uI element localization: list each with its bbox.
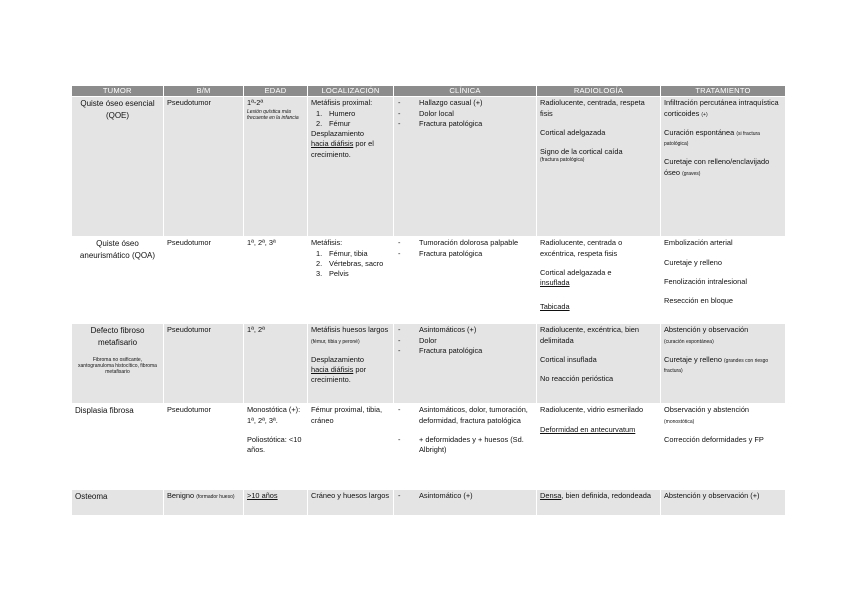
list-item: - Asintomáticos (+) [397,325,533,335]
localizacion-cell: Fémur proximal, tibia, cráneo [308,404,394,490]
list-item: - Asintomático (+) [397,491,533,501]
list-item: 3. Pelvis [316,269,349,279]
list-item: - + deformidades y + huesos (Sd. Albright) [397,435,533,455]
table-row [72,404,786,490]
localizacion-cell [308,324,394,404]
bm-cell: Pseudotumor [164,97,244,237]
trat-line: Embolización arterial [664,238,733,248]
radio-line: Radiolucente, centrada, respeta fisis [540,98,645,118]
radio-line: No reacción perióstica [540,374,614,384]
list-item: 1. Fémur, tibia [316,248,368,258]
header-tratamiento: TRATAMIENTO [661,86,786,97]
tumor-cell [72,324,164,404]
edad-cell: 1ª, 2ª, 3ª [244,237,308,324]
radio-line: Signo de la cortical caída [540,147,623,157]
localizacion-cell: Cráneo y huesos largos [308,490,394,516]
edad-value: Monostótica (+): 1ª, 2ª, 3ª. [247,405,301,425]
localizacion-cell [308,97,394,237]
table-row [72,490,786,516]
loc-list [311,109,390,129]
clinica-cell [394,237,537,324]
trat-line: Infiltración percutánea intraquística corticoides (+) [664,98,779,118]
trat-line: Resección en bloque [664,296,734,306]
trat-line: Observación y abstención (monostótica) [664,405,750,425]
edad-cell: 1ª, 2ª [244,324,308,404]
header-radiologia: RADIOLOGÍA [537,86,661,97]
list-item: 2. Fémur [316,118,351,128]
localizacion-cell [308,237,394,324]
list-item: - Dolor [397,336,533,346]
tratamiento-cell: Abstención y observación (+) [661,490,786,516]
tratamiento-cell [661,97,786,237]
tratamiento-cell [661,324,786,404]
header-tumor: TUMOR [72,86,164,97]
list-item: - Fractura patológica [397,346,533,356]
bm-cell: Pseudotumor [164,404,244,490]
trat-line: Abstención y observación (curación espontánea) [664,325,749,345]
table-row [72,324,786,404]
radiologia-cell [537,237,661,324]
bm-cell: Pseudotumor [164,237,244,324]
radiologia-cell [537,97,661,237]
radio-line: Cortical insuflada [540,354,597,364]
radio-line: Deformidad en antecurvatum [540,424,636,434]
radio-line: Radiolucente, excéntrica, bien delimitada [540,325,640,345]
header-edad: EDAD [244,86,308,97]
bm-cell: Benigno (formador hueso) [164,490,244,516]
bm-cell: Pseudotumor [164,324,244,404]
radio-line: Radiolucente, centrada o excéntrica, respeta fisis [540,238,623,258]
trat-line: Curetaje con relleno/enclavijado óseo (graves) [664,157,770,177]
radio-line: Cortical adelgazada e insuflada [540,267,612,288]
loc-title: Metáfisis: [311,238,343,248]
clinica-cell [394,324,537,404]
tumor-cell: Displasia fibrosa [72,404,164,490]
edad-cell [244,97,308,237]
loc-desplazamiento: Desplazamiento hacia diáfisis por el crecimiento. [311,129,374,159]
tratamiento-cell [661,404,786,490]
radio-line: Tabicada [540,302,570,312]
list-item: - Asintomáticos, dolor, tumoración, deformidad, fractura patológica [397,405,533,425]
edad-cell: >10 años [244,490,308,516]
list-item: - Fractura patológica [397,119,533,129]
clinica-cell [394,404,537,490]
tumor-name: Defecto fibroso metafisario [90,326,145,347]
radiologia-cell [537,324,661,404]
table-row [72,97,786,237]
edad-value: 1ª-2ª [247,98,264,108]
clinica-cell [394,490,537,516]
tumor-table [71,86,786,516]
header-row [72,86,786,97]
tratamiento-cell [661,237,786,324]
edad-value: Poliostótica: <10 años. [247,434,302,455]
list-item: - Fractura patológica [397,249,533,259]
trat-line: Fenolización intralesional [664,276,747,286]
list-item: - Dolor local [397,109,533,119]
header-bm: B/M [164,86,244,97]
trat-line: Curetaje y relleno (grandes con riesgo fractura) [664,354,769,375]
radiologia-cell: Densa, bien definida, redondeada [537,490,661,516]
edad-note: Lesión quística más frecuente en la infancia [247,108,299,121]
tumor-cell: Quiste óseo aneurismático (QOA) [72,237,164,324]
header-localizacion: LOCALIZACIÓN [308,86,394,97]
loc-desplazamiento: Desplazamiento hacia diáfisis por crecimiento. [311,354,367,385]
list-item: 1. Humero [316,108,356,118]
list-item: 2. Vértebras, sacro [316,258,384,268]
radiologia-cell [537,404,661,490]
table-row [72,237,786,324]
radio-note: (fractura patológica) [540,157,585,164]
tumor-cell: Osteoma [72,490,164,516]
tumor-cell: Quiste óseo esencial (QOE) [72,97,164,237]
radio-line: Cortical adelgazada [540,127,606,137]
trat-line: Curetaje y relleno [664,257,722,267]
edad-cell [244,404,308,490]
list-item: - Hallazgo casual (+) [397,98,533,108]
tumor-note: Fibroma no osificante, xantogranuloma histocítico, fibroma metafisario [78,356,157,376]
trat-line: Curación espontánea (si fractura patológica) [664,127,760,148]
loc-title: Metáfisis huesos largos (fémur, tibia y peroné) [311,325,389,345]
loc-list [311,249,390,280]
list-item: - Tumoración dolorosa palpable [397,238,533,248]
clinica-cell [394,97,537,237]
radio-line: Radiolucente, vidrio esmerilado [540,405,644,415]
trat-line: Corrección deformidades y FP [664,434,764,444]
header-clinica: CLÍNICA [394,86,537,97]
loc-title: Metáfisis proximal: [311,98,373,108]
